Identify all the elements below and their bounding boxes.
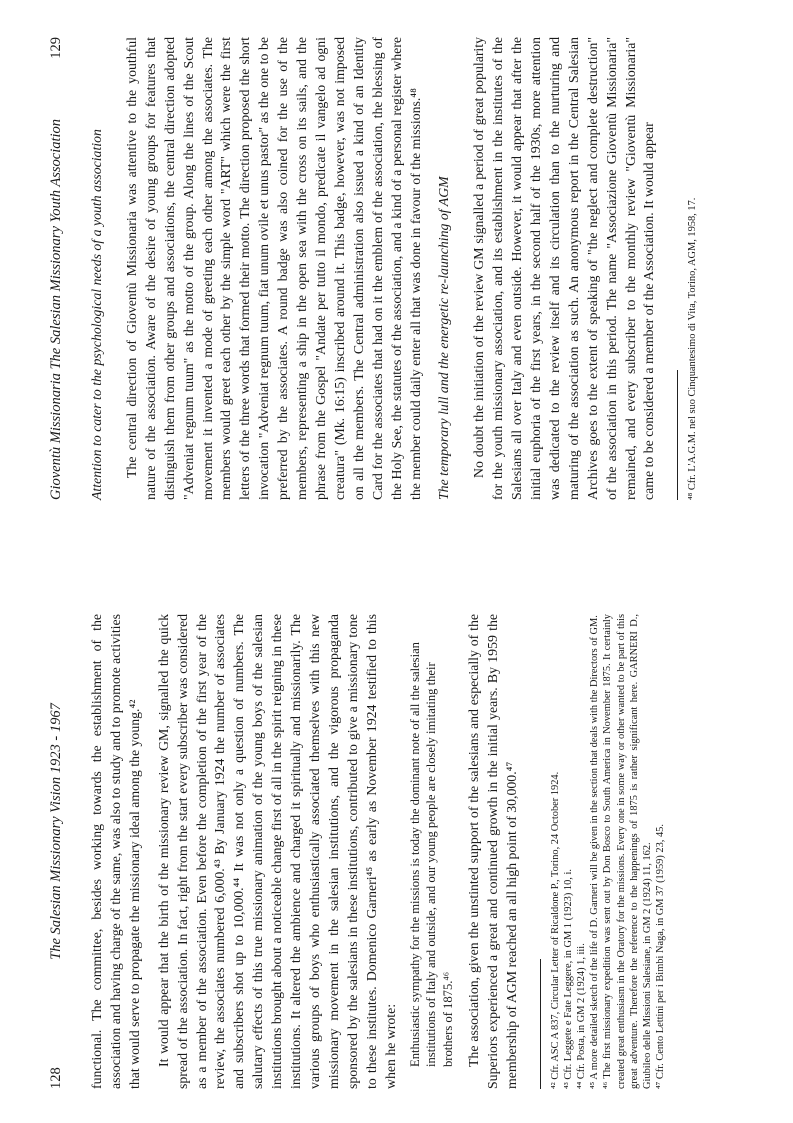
- left-footnotes: [549, 614, 668, 1089]
- right-paragraph-2: No doubt the initiation of the review GM signalled a period of great popularity for the youth missionary association, and its establishment in the institutes of the Salesians all over Italy and even outside. However, it would appear that after the initial euphoria of the first years, in the second half of the 1930s, more attention was dedicated to the review itself and its circulation than to the nurturing and maturing of the association as such. An anonymous report in the Central Salesian Archives goes to the extent of speaking of "the neglect and complete destruction" of the association in this period. The name "Associazione Gioventù Missionaria" remained, and every subscriber to the monthly review "Gioventù Missionaria" came to be considered a member of the Association. It would appear: [471, 37, 657, 500]
- footnote-45: ⁴⁵ A more detailed sketch of the life of D. Garneri will be given in the section that deals with the Directors of GM.: [589, 615, 601, 1089]
- right-footnotes: [686, 37, 699, 500]
- right-body: [88, 37, 659, 500]
- right-page-number: 129: [48, 37, 64, 59]
- footnote-43: ⁴³ Cfr. Leggete e Fate Leggere, in GM 1 (1923) 10, i.: [562, 869, 574, 1089]
- footnote-46: ⁴⁶ The first missionary expedition was sent out by Don Bosco to South America in November 1875. It certainly created great enthusiasm in the Oratory for the missions. Every one in some way or other wanted to be part of this great adventure. Therefore the reference to the happenings of 1875 is rather significant here. GARNERI D., Giubileo delle Missioni Salesiane, in GM 2 (1924) 11, 162.: [602, 614, 654, 1089]
- footnote-47: ⁴⁷ Cfr. Cento Lettini per i Bimbi Naga, in GM 37 (1959) 23, 45.: [655, 824, 667, 1089]
- left-page-number: 128: [48, 1067, 64, 1089]
- left-running-head: [48, 614, 70, 1089]
- block-quote: Enthusiastic sympathy for the missions is today the dominant note of all the salesian institutions of Italy and outside, and our young people are closely imitating their brothers of 1875.⁴⁶: [407, 642, 456, 1067]
- left-running-title: The Salesian Missionary Vision 1923 - 1967: [48, 703, 64, 960]
- left-paragraph-1: functional. The committee, besides working towards the establishment of the association and having charge of the same, was also to study and to promote activities that would serve to propagate the missionary ideal among the young.⁴²: [89, 614, 142, 1089]
- section-heading-psychological-needs: Attention to cater to the psychological needs of a youth association: [89, 129, 104, 500]
- left-body: [88, 614, 522, 1089]
- right-paragraph-1: The central direction of Gioventù Missionaria was attentive to the youthful nature of the association. Aware of the desire of young groups for features that distinguish them from other groups and associations, the central direction adopted "Adveniat regnum tuum" as the motto of the group. Along the lines of the Scout movement it invented a mode of greeting each other among the associates. The members would greet each other by the simple word "ART" which were the first letters of the three words that formed their motto. The direction proposed the short invocation "Adveniat regnum tuum, fiat unum ovile et unus pastor" as the one to be preferred by the associates. A round badge was also coined for the use of the members, representing a ship in the open sea with the cross on its sails, and the phrase from the Gospel "Andate per tutto il mondo, predicate il vangelo ad ogni creatura" (Mk. 16:15) inscribed around it. This badge, however, was not imposed on all the members. The Central administration also issued a kind of an Identity Card for the associates that had on it the emblem of the association, the blessing of the Holy See, the statutes of the association, and a kind of a personal register where the member could daily enter all that was done in favour of the missions.⁴⁸: [123, 37, 423, 500]
- left-paragraph-3: The association, given the unstinted support of the salesians and especially of the Superiors experienced a great and continued growth in the initial years. By 1959 the membership of AGM reached an all high point of 30,000.⁴⁷: [465, 614, 519, 1089]
- footnote-44: ⁴⁴ Cfr. Posta, in GM 2 (1924) 1, iii.: [576, 943, 588, 1089]
- left-paragraph-2: It would appear that the birth of the missionary review GM, signalled the quick spread of the association. In fact, right from the start every subscriber was considered as a member of the association. Even before the completion of the first year of the review, the associates numbered 6,000.⁴³ By January 1924 the number of associates and subscribers shot up to 10,000.⁴⁴ It was not only a question of numbers. The salutary effects of this true missionary animation of the young boys of the salesian institutions brought about a noticeable change first of all in the spirit reigning in these institutions. It altered the ambience and charged it spiritually and missionarily. The various groups of boys who enthusiastically associated themselves with this new missionary movement in the salesian institutions, and the vigorous propaganda sponsored by the salesians in these institutions, contributed to give a missionary tone to these institutes. Domenico Garneri⁴⁵ as early as November 1924 testified to this when he wrote:: [155, 614, 398, 1089]
- footnote-separator-right: [677, 370, 678, 500]
- footnote-separator: [540, 959, 541, 1089]
- right-page: [0, 1, 793, 562]
- footnote-48: ⁴⁸ Cfr. L'A.G.M. nel suo Cinquantesimo di Vita, Torino, AGM, 1958, 17.: [687, 197, 699, 500]
- right-running-head: [48, 37, 70, 500]
- left-page: [0, 562, 793, 1123]
- section-heading-temporary-lull: The temporary lull and the energetic re-launching of AGM: [436, 176, 452, 500]
- right-running-title: Gioventù Missionaria The Salesian Missionary Youth Association: [48, 118, 64, 500]
- footnote-42: ⁴² Cfr. ASC A 837, Circular Letter of Ricaldone P., Torino, 24 October 1924.: [549, 771, 561, 1089]
